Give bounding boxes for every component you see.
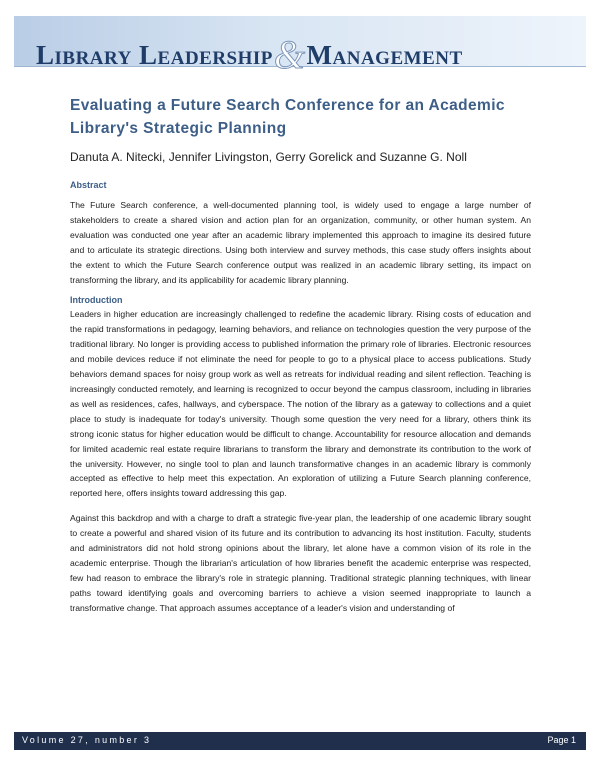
journal-title-left: Library Leadership <box>36 40 273 70</box>
introduction-paragraph-1: Leaders in higher education are increasingly challenged to redefine the academic library. Rising costs of education and the rapid transformations in pedagogy, learning behaviors, and reliance on technologies question the very purpose of the traditional library. No longer is providing access to published information the primary role of libraries. Electronic resources and mobile devices reduce if not eliminate the need for people to go to a physical place to access publications. Study behaviors demand spaces for noisy group work as well as retreats for individual reading and silent reflection. Teaching is increasingly conducted remotely, and learning is recognized to occur beyond the campus classroom, including in libraries as well as residences, cafes, hallways, and cyberspace. The notion of the library as a gateway to collections and a quiet place to study is inadequate for today's university. Though some question the very need for a library, others think its strong iconic status for higher education would be difficult to change. Accountability for resource allocation and demands for limited academic real estate require librarians to transform the library and demonstrate its contribution to the work of the university. However, no single tool to plan and launch transformative changes in an academic library is commonly accepted as effective to help meet this expectation. An exploration of utilizing a Future Search planning conference, reported here, offers insights toward addressing this gap. <box>70 309 531 499</box>
abstract-heading: Abstract <box>70 180 107 190</box>
abstract-text: The Future Search conference, a well-documented planning tool, is widely used to engage a large number of stakeholders to create a shared vision and action plan for an organization, community, or other human system. An evaluation was conducted one year after an academic library implemented this approach to imagine its desired future and to articulate its strategic directions. Using both interview and survey methods, this case study offers insights about the extent to which the Future Search conference output was realized in an academic library setting, its impact on transforming the library, and its applicability for academic library planning. <box>70 200 531 285</box>
journal-title-ampersand: & <box>273 32 306 77</box>
introduction-paragraph-2: Against this backdrop and with a charge to draft a strategic five-year plan, the leadership of one academic library sought to create a powerful and shared vision of its future and its contribution to advancing its host institution. Faculty, students and administrators did not hold strong opinions about the library, let alone have a common vision of its role in the academic enterprise. Though the librarian's articulation of how libraries benefit the academic enterprise was respected, few had reason to embrace the library's role in strategic planning. Traditional strategic planning techniques, with linear paths toward identifying goals and overcoming barriers to achieve a vision seemed inappropriate to launch a transformative change. That approach assumes acceptance of a leader's vision and understanding of <box>70 513 531 613</box>
journal-title-right: Management <box>306 40 463 70</box>
footer-page-number: Page 1 <box>547 735 576 745</box>
page-footer <box>14 732 586 750</box>
journal-title <box>36 27 463 77</box>
article-body <box>70 94 531 616</box>
footer-volume: Volume 27, number 3 <box>22 735 152 745</box>
article-authors: Danuta A. Nitecki, Jennifer Livingston, Gerry Gorelick and Suzanne G. Noll <box>70 150 467 164</box>
introduction-heading: Introduction <box>70 295 123 306</box>
article-title: Evaluating a Future Search Conference for an Academic Library's Strategic Planning <box>70 97 505 137</box>
journal-banner <box>14 16 586 77</box>
